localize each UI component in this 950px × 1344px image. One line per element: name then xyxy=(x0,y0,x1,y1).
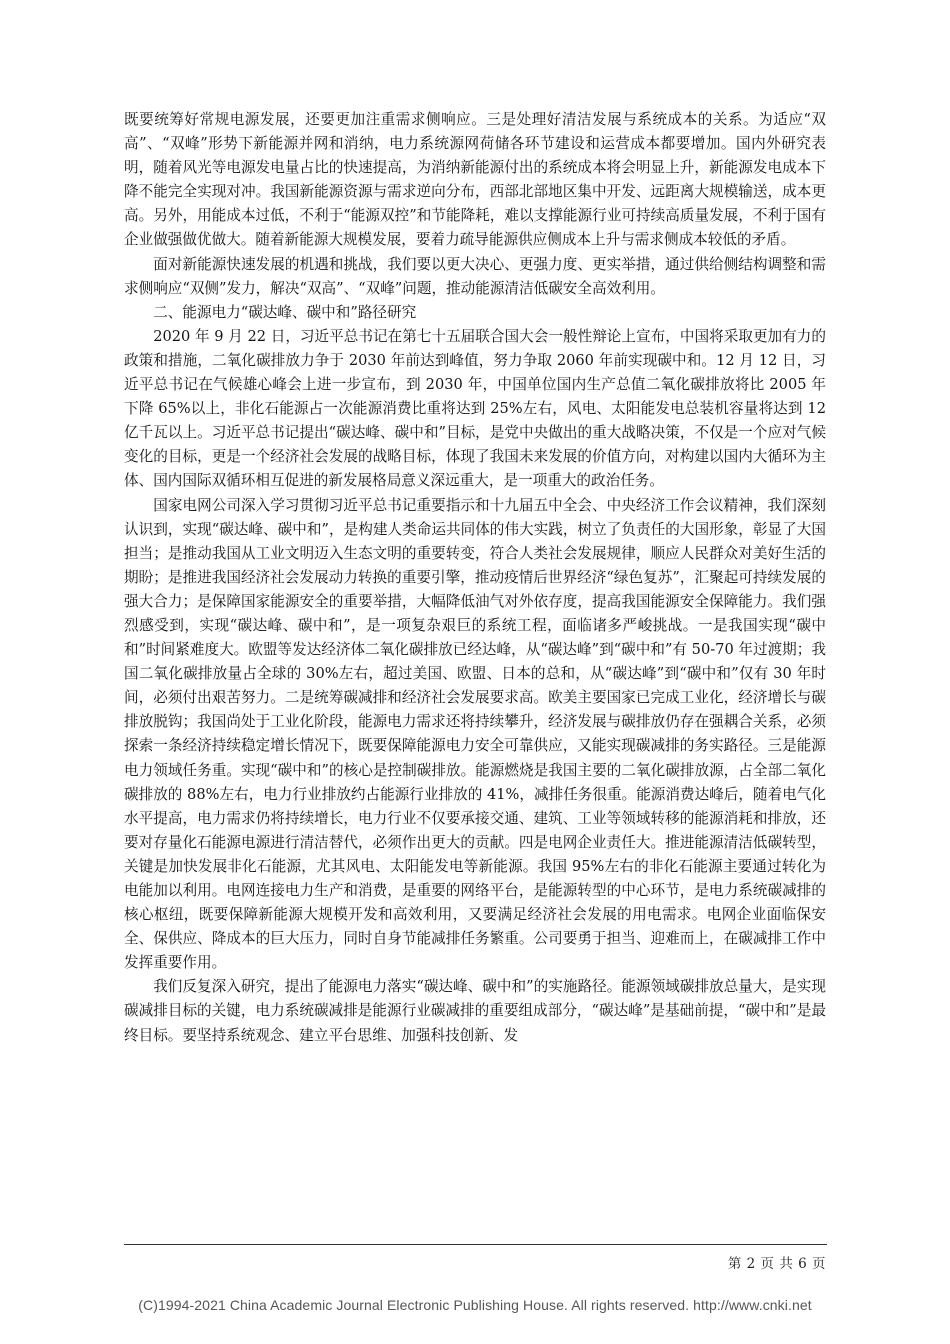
footer-divider xyxy=(124,1244,827,1245)
paragraph-carbon-goals: 2020 年 9 月 22 日，习近平总书记在第七十五届联合国大会一般性辩论上宣布，中国将采取更加有力的政策和措施，二氧化碳排放力争于 2030 年前达到峰值，努力争取 2060 年前实现碳中和。12 月 12 日，习近平总书记在气候雄心峰会上进一步宣布，到 2030 年，中国单位国内生产总值二氧化碳排放将比 2005 年下降 65%以上，非化石能源占一次能源消费比重将达到 25%左右，风电、太阳能发电总装机容量将达到 12 亿千瓦以上。习近平总书记提出“碳达峰、碳中和”目标，是党中央做出的重大战略决策，不仅是一个应对气候变化的目标，更是一个经济社会发展的战略目标，体现了我国未来发展的价值方向，对构建以国内大循环为主体、国内国际双循环相互促进的新发展格局意义深远重大，是一项重大的政治任务。 xyxy=(124,327,826,490)
paragraph-state-grid-understanding: 国家电网公司深入学习贯彻习近平总书记重要指示和十九届五中全会、中央经济工作会议精神，我们深刻认识到，实现“碳达峰、碳中和”，是构建人类命运共同体的伟大实践，树立了负责任的大国形象，彰显了大国担当；是推动我国从工业文明迈入生态文明的重要转变，符合人类社会发展规律，顺应人民群众对美好生活的期盼；是推进我国经济社会发展动力转换的重要引擎，推动疫情后世界经济“绿色复苏”，汇聚起可持续发展的强大合力；是保障国家能源安全的重要举措，大幅降低油气对外依存度，提高我国能源安全保障能力。我们强烈感受到，实现“碳达峰、碳中和”，是一项复杂艰巨的系统工程，面临诸多严峻挑战。一是我国实现“碳中和”时间紧难度大。欧盟等发达经济体二氧化碳排放已经达峰，从“碳达峰”到“碳中和”有 50-70 年过渡期；我国二氧化碳排放量占全球的 30%左右，超过美国、欧盟、日本的总和，从“碳达峰”到“碳中和”仅有 30 年时间，必须付出艰苦努力。二是统筹碳减排和经济社会发展要求高。欧美主要国家已完成工业化，经济增长与碳排放脱钩；我国尚处于工业化阶段，能源电力需求还将持续攀升，经济发展与碳排放仍存在强耦合关系，必须探索一条经济持续稳定增长情况下，既要保障能源电力安全可靠供应，又能实现碳减排的务实路径。三是能源电力领域任务重。实现“碳中和”的核心是控制碳排放。能源燃烧是我国主要的二氧化碳排放源，占全部二氧化碳排放的 88%左右，电力行业排放约占能源行业排放的 41%，减排任务很重。能源消费达峰后，随着电气化水平提高，电力需求仍将持续增长，电力行业不仅要承接交通、建筑、工业等领域转移的能源消耗和排放，还要对存量化石能源电源进行清洁替代，必须作出更大的贡献。四是电网企业责任大。推进能源清洁低碳转型，关键是加快发展非化石能源，尤其风电、太阳能发电等新能源。我国 95%左右的非化石能源主要通过转化为电能加以利用。电网连接电力生产和消费，是重要的网络平台，是能源转型的中心环节，是电力系统碳减排的核心枢纽，既要保障新能源大规模开发和高效利用，又要满足经济社会发展的用电需求。电网企业面临保安全、保供应、降成本的巨大压力，同时自身节能减排任务繁重。公司要勇于担当、迎难而上，在碳减排工作中发挥重要作用。 xyxy=(124,496,826,972)
paragraph-new-energy-challenges: 面对新能源快速发展的机遇和挑战，我们要以更大决心、更强力度、更实举措，通过供给侧结构调整和需求侧响应“双侧”发力，解决“双高”、“双峰”问题，推动能源清洁低碳安全高效利用。 xyxy=(124,255,826,297)
copyright-notice: (C)1994-2021 China Academic Journal Electronic Publishing House. All rights reserved. http://www.cnki.net xyxy=(138,1297,812,1313)
page-number: 第 2 页 共 6 页 xyxy=(727,1256,826,1272)
paragraph-implementation-path: 我们反复深入研究，提出了能源电力落实“碳达峰、碳中和”的实施路径。能源领域碳排放总量大，是实现碳减排目标的关键，电力系统碳减排是能源行业碳减排的重要组成部分，“碳达峰”是基础前提，“碳中和”是最终目标。要坚持系统观念、建立平台思维、加强科技创新、发 xyxy=(124,978,826,1044)
document-body xyxy=(124,108,826,1048)
paragraph-cost-relation: 既要统筹好常规电源发展，还要更加注重需求侧响应。三是处理好清洁发展与系统成本的关系。为适应“双高”、“双峰”形势下新能源并网和消纳，电力系统源网荷储各环节建设和运营成本都要增加。国内外研究表明，随着风光等电源发电量占比的快速提高，为消纳新能源付出的系统成本将会明显上升，新能源发电成本下降不能完全实现对冲。我国新能源资源与需求逆向分布，西部北部地区集中开发、远距离大规模输送，成本更高。另外，用能成本过低，不利于“能源双控”和节能降耗，难以支撑能源行业可持续高质量发展，不利于国有企业做强做优做大。随着新能源大规模发展，要着力疏导能源供应侧成本上升与需求侧成本较低的矛盾。 xyxy=(124,111,826,249)
section-heading: 二、能源电力“碳达峰、碳中和”路径研究 xyxy=(153,303,417,321)
